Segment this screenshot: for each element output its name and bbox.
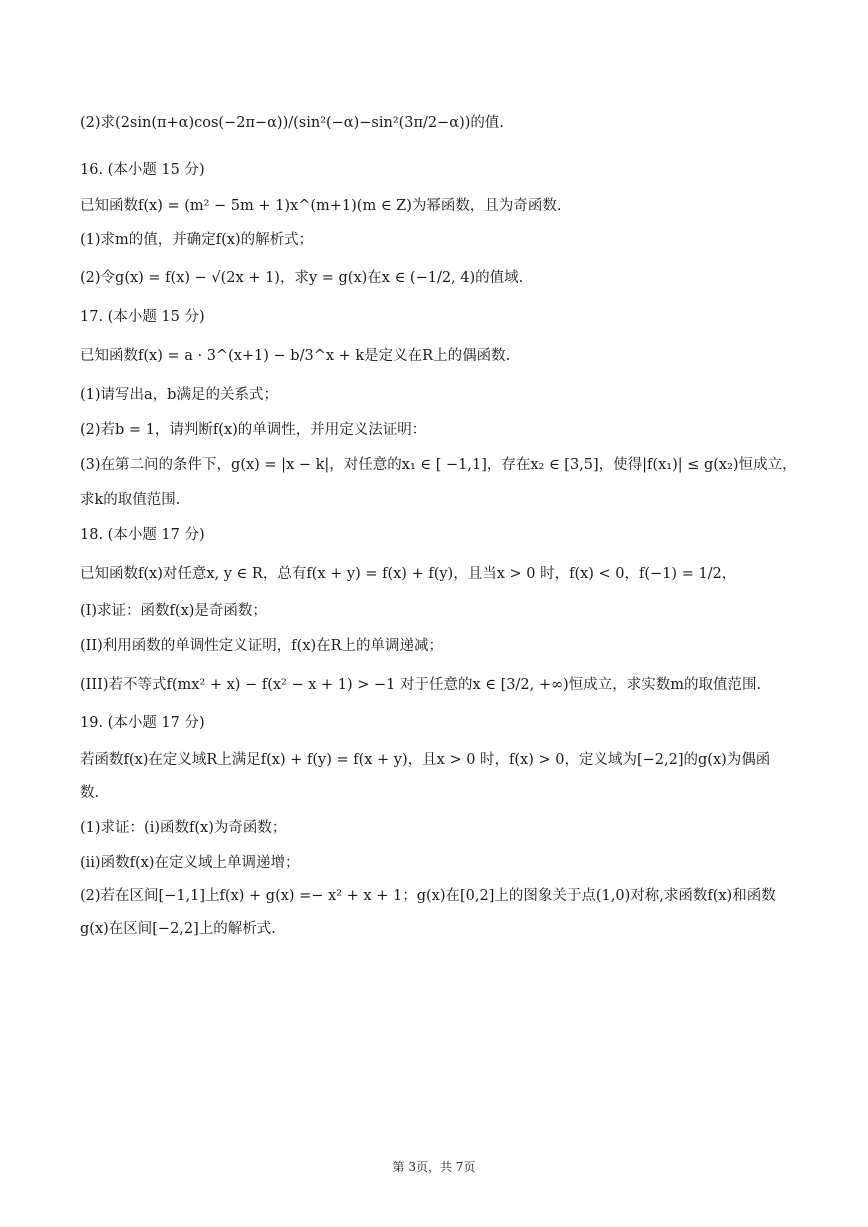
q19-stem-cont: 数. <box>80 785 100 801</box>
q19-part1-i: (1)求证：(i)函数f(x)为奇函数； <box>80 820 287 836</box>
q17-part2: (2)若b = 1，请判断f(x)的单调性，并用定义法证明： <box>80 422 427 438</box>
q17-part3: (3)在第二问的条件下，g(x) = |x − k|，对任意的x₁ ∈ [ −1,1]，存在x₂ ∈ [3,5]，使得|f(x₁)| ≤ g(x₂)恒成立， <box>80 457 797 473</box>
q17-heading: 17. (本小题 15 分) <box>80 309 205 325</box>
q16-part1: (1)求m的值，并确定f(x)的解析式； <box>80 232 314 248</box>
q18-part3: (III)若不等式f(mx² + x) − f(x² − x + 1) > −1 对于任意的x ∈ [3/2, +∞)恒成立，求实数m的取值范围. <box>80 677 762 693</box>
q19-part2: (2)若在区间[−1,1]上f(x) + g(x) =− x² + x + 1；g(x)在[0,2]上的图象关于点(1,0)对称,求函数f(x)和函数 <box>80 888 776 904</box>
q18-part2: (II)利用函数的单调性定义证明，f(x)在R上的单调递减； <box>80 638 444 654</box>
q15-part2: (2)求(2sin(π+α)cos(−2π−α))/(sin²(−α)−sin²(3π/2−α))的值. <box>80 115 505 131</box>
q18-part1: (I)求证：函数f(x)是奇函数； <box>80 603 267 619</box>
page-footer: 第 3页，共 7页 <box>392 1160 476 1174</box>
q17-part3-cont: 求k的取值范围. <box>80 492 181 508</box>
q16-stem: 已知函数f(x) = (m² − 5m + 1)x^(m+1)(m ∈ Z)为幂函数，且为奇函数. <box>80 198 562 214</box>
q16-part2: (2)令g(x) = f(x) − √(2x + 1)，求y = g(x)在x ∈ (−1/2, 4)的值域. <box>80 270 524 286</box>
q19-stem: 若函数f(x)在定义域R上满足f(x) + f(y) = f(x + y)，且x > 0 时，f(x) > 0，定义域为[−2,2]的g(x)为偶函 <box>80 752 771 768</box>
q19-part1-ii: (ii)函数f(x)在定义域上单调递增； <box>80 855 300 871</box>
q18-stem: 已知函数f(x)对任意x, y ∈ R，总有f(x + y) = f(x) + f(y)，且当x > 0 时，f(x) < 0，f(−1) = 1/2， <box>80 566 737 582</box>
q16-heading: 16. (本小题 15 分) <box>80 162 205 178</box>
q17-part1: (1)请写出a，b满足的关系式； <box>80 387 278 403</box>
q19-heading: 19. (本小题 17 分) <box>80 715 205 731</box>
q19-part2-cont: g(x)在区间[−2,2]上的解析式. <box>80 921 276 937</box>
q18-heading: 18. (本小题 17 分) <box>80 527 205 543</box>
q17-stem: 已知函数f(x) = a · 3^(x+1) − b/3^x + k是定义在R上的偶函数. <box>80 348 511 364</box>
